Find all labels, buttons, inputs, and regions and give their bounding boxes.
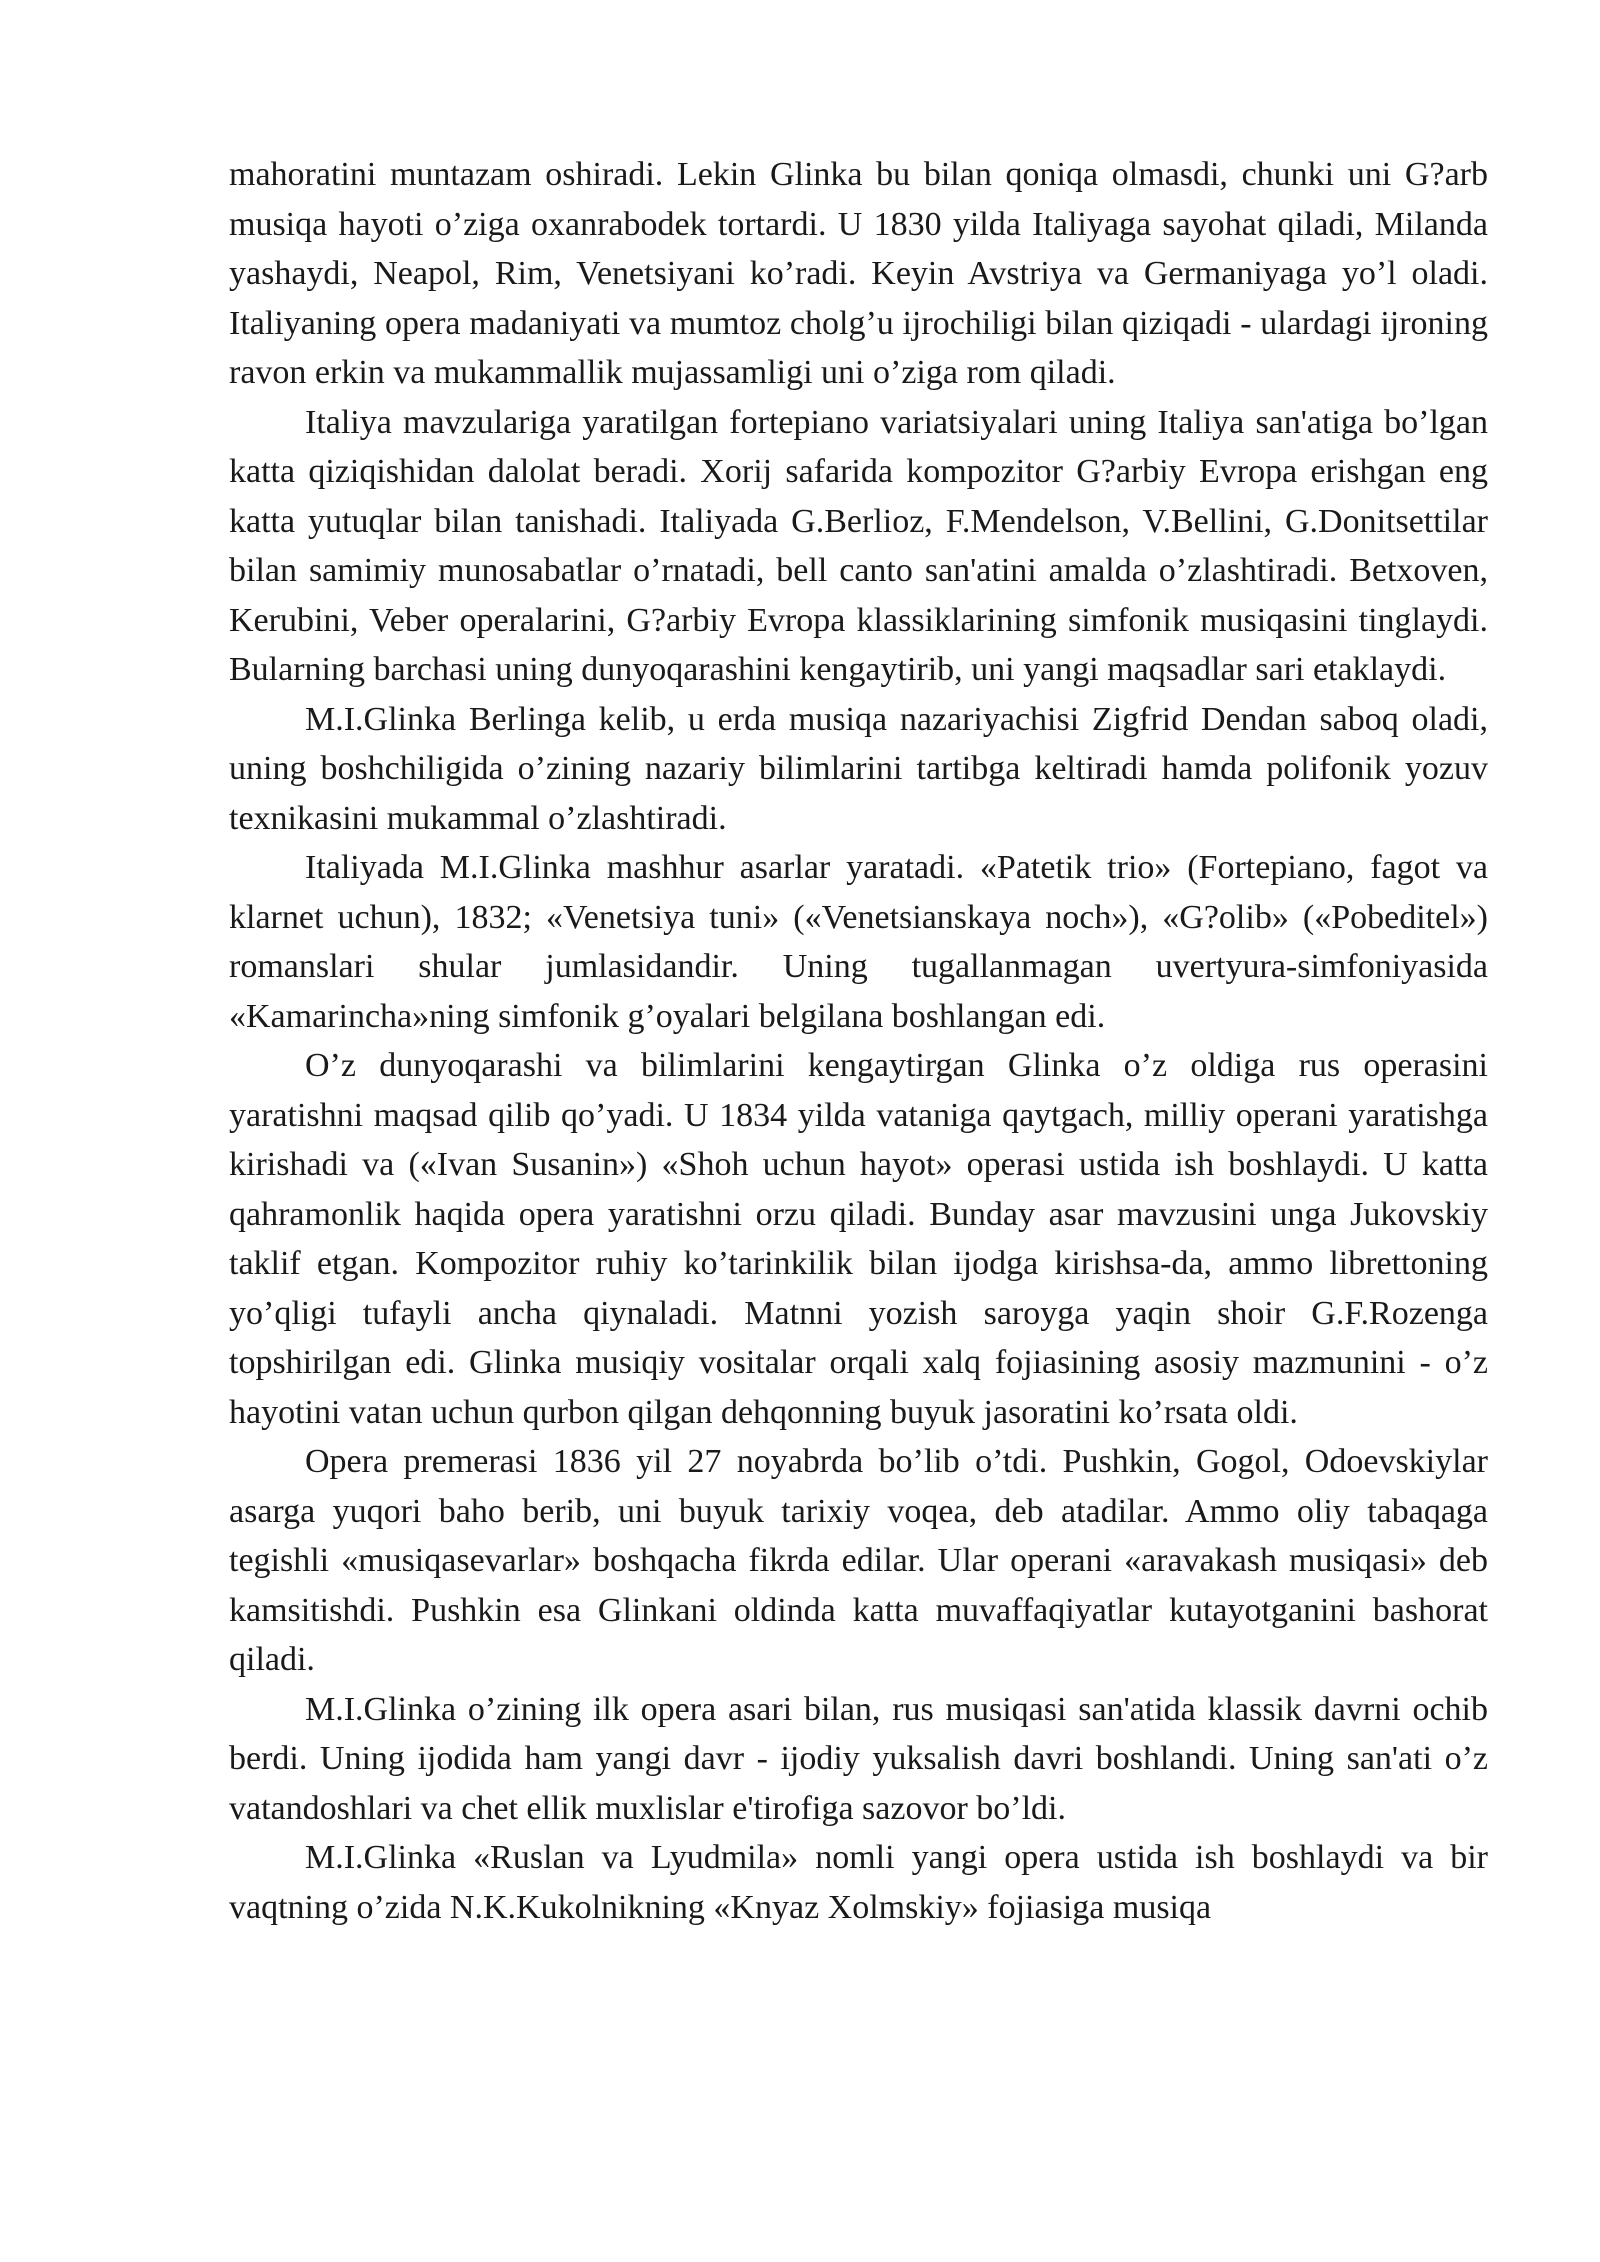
paragraph-8: M.I.Glinka «Ruslan va Lyudmila» nomli yangi opera ustida ish boshlaydi va bir vaqtning o’zida N.K.Kukolnikning «Knyaz Xolmskiy» fojiasiga musiqa	[229, 1839, 1488, 1926]
paragraph-3: M.I.Glinka Berlinga kelib, u erda musiqa nazariyachisi Zigfrid Dendan saboq oladi, uning boshchiligida o’zining nazariy bilimlarini tartibga keltiradi hamda polifonik yozuv texnikasini mukammal o’zlashtiradi.	[229, 700, 1488, 837]
paragraph-5: O’z dunyoqarashi va bilimlarini kengaytirgan Glinka o’z oldiga rus operasini yaratishni maqsad qilib qo’yadi. U 1834 yilda vataniga qaytgach, milliy operani yaratishga kirishadi va («Ivan Susanin») «Shoh uchun hayot» operasi ustida ish boshlaydi. U katta qahramonlik haqida opera yaratishni orzu qiladi. Bunday asar mavzusini unga Jukovskiy taklif etgan. Kompozitor ruhiy ko’tarinkilik bilan ijodga kirishsa-da, ammo librettoning yo’qligi tufayli ancha qiynaladi. Matnni yozish saroyga yaqin shoir G.F.Rozenga topshirilgan edi. Glinka musiqiy vositalar orqali xalq fojiasining asosiy mazmunini - o’z hayotini vatan uchun qurbon qilgan dehqonning buyuk jasoratini ko’rsata oldi.	[229, 1047, 1488, 1431]
paragraph-2: Italiya mavzulariga yaratilgan fortepiano variatsiyalari uning Italiya san'atiga bo’lgan katta qiziqishidan dalolat beradi. Xorij safarida kompozitor G?arbiy Evropa erishgan eng katta yutuqlar bilan tanishadi. Italiyada G.Berlioz, F.Mendelson, V.Bellini, G.Donitsettilar bilan samimiy munosabatlar o’rnatadi, bell canto san'atini amalda o’zlashtiradi. Betxoven, Kerubini, Veber operalarini, G?arbiy Evropa klassiklarining simfonik musiqasini tinglaydi. Bularning barchasi uning dunyoqarashini kengaytirib, uni yangi maqsadlar sari etaklaydi.	[229, 403, 1488, 688]
document-page	[229, 150, 1488, 1932]
paragraph-1: mahoratini muntazam oshiradi. Lekin Glinka bu bilan qoniqa olmasdi, chunki uni G?arb musiqa hayoti o’ziga oxanrabodek tortardi. U 1830 yilda Italiyaga sayohat qiladi, Milanda yashaydi, Neapol, Rim, Venetsiyani ko’radi. Keyin Avstriya va Germaniyaga yo’l oladi. Italiyaning opera madaniyati va mumtoz cholg’u ijrochiligi bilan qiziqadi - ulardagi ijroning ravon erkin va mukammallik mujassamligi uni o’ziga rom qiladi.	[229, 156, 1488, 391]
paragraph-6: Opera premerasi 1836 yil 27 noyabrda bo’lib o’tdi. Pushkin, Gogol, Odoevskiylar asarga yuqori baho berib, uni buyuk tarixiy voqea, deb atadilar. Ammo oliy tabaqaga tegishli «musiqasevarlar» boshqacha fikrda edilar. Ular operani «aravakash musiqasi» deb kamsitishdi. Pushkin esa Glinkani oldinda katta muvaffaqiyatlar kutayotganini bashorat qiladi.	[229, 1443, 1488, 1678]
paragraph-7: M.I.Glinka o’zining ilk opera asari bilan, rus musiqasi san'atida klassik davrni ochib berdi. Uning ijodida ham yangi davr - ijodiy yuksalish davri boshlandi. Uning san'ati o’z vatandoshlari va chet ellik muxlislar e'tirofiga sazovor bo’ldi.	[229, 1690, 1488, 1827]
paragraph-4: Italiyada M.I.Glinka mashhur asarlar yaratadi. «Patetik trio» (Fortepiano, fagot va klarnet uchun), 1832; «Venetsiya tuni» («Venetsianskaya noch»), «G?olib» («Pobeditel») romanslari shular jumlasidandir. Uning tugallanmagan uvertyura-simfoniyasida «Kamarincha»ning simfonik g’oyalari belgilana boshlangan edi.	[229, 849, 1488, 1035]
